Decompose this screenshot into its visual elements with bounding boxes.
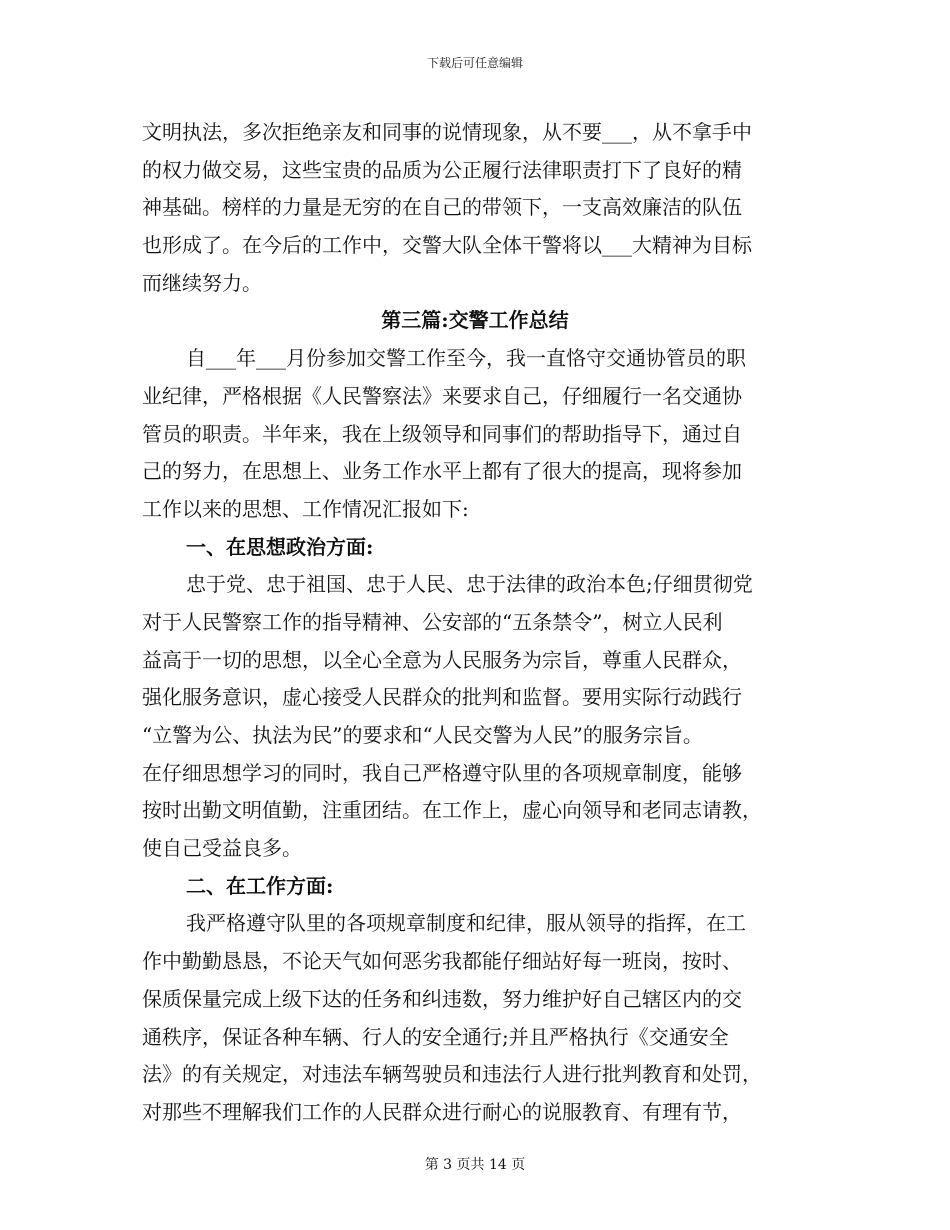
text-line: 管员的职责。半年来，我在上级领导和同事们的帮助指导下，通过自 — [142, 421, 742, 446]
page-header: 下载后可任意编辑 — [426, 56, 523, 70]
text-line: “立警为公、执法为民”的要求和“人民交警为人民”的服务宗旨。 — [142, 723, 703, 747]
text-line: 益高于一切的思想，以全心全意为人民服务为宗旨，尊重人民群众， — [142, 647, 742, 672]
text-line: 强化服务意识，虚心接受人民群众的批判和监督。要用实际行动践行 — [142, 685, 742, 710]
text-line: 文明执法，多次拒绝亲友和同事的说情现象，从不要___，从不拿手中 — [142, 120, 752, 144]
text-line: 神基础。榜样的力量是无穷的在自己的带领下，一支高效廉洁的队伍 — [142, 195, 742, 220]
text-line: 在仔细思想学习的同时，我自己严格遵守队里的各项规章制度，能够 — [142, 760, 742, 785]
text-line: 的权力做交易，这些宝贵的品质为公正履行法律职责打下了良好的精 — [142, 157, 742, 182]
page-footer: 第 3 页共 14 页 — [424, 1157, 526, 1173]
text-line: 对于人民警察工作的指导精神、公安部的“五条禁令”，树立人民利 — [142, 609, 723, 634]
subsection-heading: 二、在工作方面: — [186, 873, 334, 898]
text-line: 工作以来的思想、工作情况汇报如下: — [142, 496, 469, 521]
section-title: 第三篇:交警工作总结 — [381, 308, 569, 333]
text-line: 按时出勤文明值勤，注重团结。在工作上，虚心向领导和老同志请教， — [142, 798, 762, 823]
text-line: 使自己受益良多。 — [142, 836, 302, 861]
text-line: 作中勤勤恳恳，不论天气如何恶劣我都能仔细站好每一班岗，按时、 — [142, 949, 742, 974]
document-body — [142, 114, 808, 1132]
text-line: 通秩序，保证各种车辆、行人的安全通行;并且严格执行《交通安全 — [142, 1024, 729, 1049]
text-line: 法》的有关规定，对违法车辆驾驶员和违法行人进行批判教育和处罚， — [142, 1062, 762, 1087]
text-line: 而继续努力。 — [142, 270, 262, 295]
text-line: 己的努力，在思想上、业务工作水平上都有了很大的提高，现将参加 — [142, 459, 742, 484]
text-line: 业纪律，严格根据《人民警察法》来要求自己，仔细履行一名交通协 — [142, 383, 742, 408]
text-line: 忠于党、忠于祖国、忠于人民、忠于法律的政治本色;仔细贯彻党 — [186, 572, 753, 597]
text-line: 也形成了。在今后的工作中，交警大队全体干警将以___大精神为目标 — [142, 233, 752, 258]
text-line: 我严格遵守队里的各项规章制度和纪律，服从领导的指挥，在工 — [186, 911, 746, 936]
text-line: 自___年___月份参加交警工作至今，我一直恪守交通协管员的职 — [186, 346, 746, 371]
text-line: 保质保量完成上级下达的任务和纠违数，努力维护好自己辖区内的交 — [142, 986, 742, 1011]
subsection-heading: 一、在思想政治方面: — [186, 534, 374, 559]
text-line: 对那些不理解我们工作的人民群众进行耐心的说服教育、有理有节， — [142, 1099, 742, 1124]
